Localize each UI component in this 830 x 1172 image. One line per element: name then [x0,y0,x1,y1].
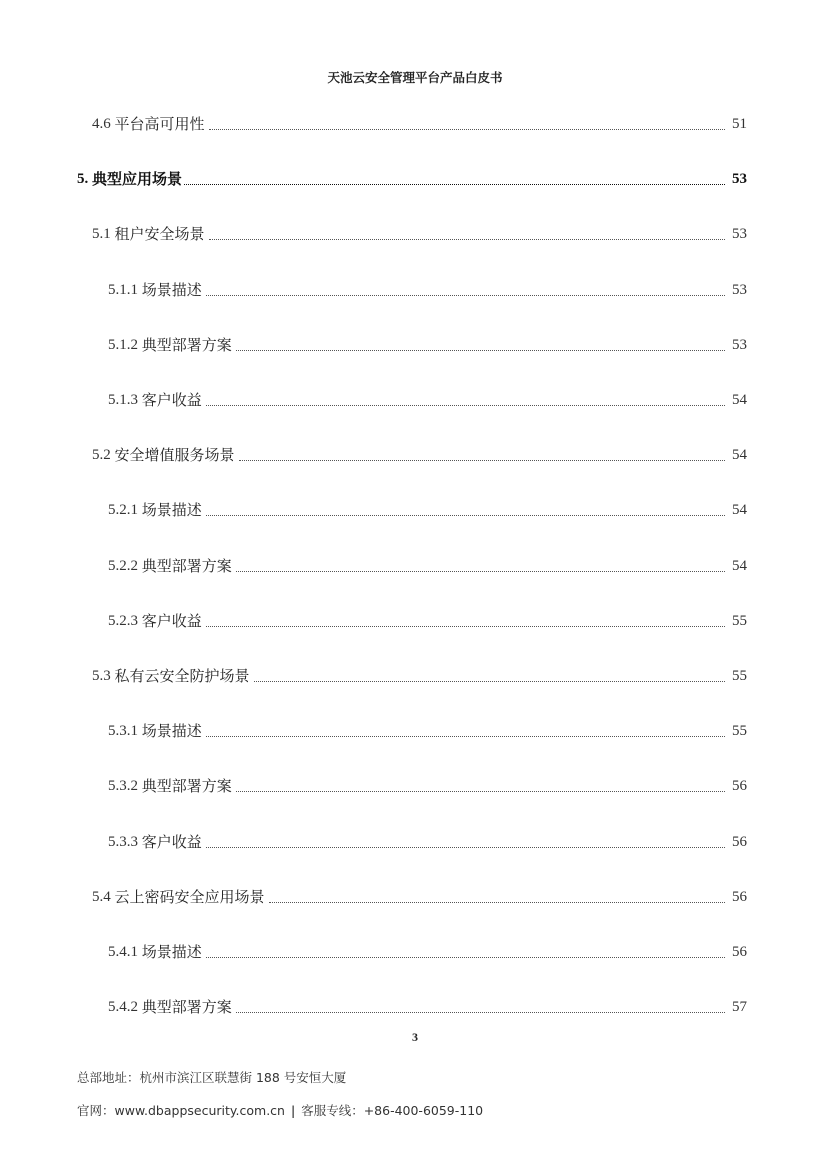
toc-entry-label: 客户收益 [141,832,202,851]
toc-entry[interactable] [92,662,747,686]
toc-entry[interactable] [108,552,747,576]
toc-entry-number: 5.1.2 [108,336,138,353]
toc-dot-leader [269,901,725,903]
toc-entry[interactable] [108,717,747,741]
toc-entry[interactable] [108,386,747,410]
toc-entry-page: 54 [732,557,747,574]
toc-entry-number: 5.2.1 [108,502,138,519]
toc-entry-label: 云上密码安全应用场景 [114,887,265,906]
toc-entry[interactable] [92,110,747,134]
toc-entry-page: 57 [732,999,747,1016]
toc-entry-label: 客户收益 [141,391,202,409]
toc-entry-page: 56 [732,833,747,850]
toc-entry-page: 53 [732,281,747,298]
toc-entry-page: 53 [732,336,747,353]
toc-dot-leader [209,128,725,130]
toc-entry-page: 56 [732,778,747,795]
toc-entry-number: 5.3 [92,668,111,684]
toc-entry-page: 54 [732,447,747,464]
toc-entry[interactable] [108,772,747,796]
toc-entry[interactable] [108,276,747,300]
toc-entry-number: 5.3.1 [108,723,138,740]
toc-entry-page: 56 [732,944,747,960]
toc-dot-leader [254,680,725,682]
toc-entry-label: 典型部署方案 [141,335,232,354]
toc-entry-number: 5.3.2 [108,778,138,795]
toc-dot-leader [206,625,725,627]
toc-entry-number: 5.4 [92,888,111,905]
footer-hotline: 客服专线：+86-400-6059-110 [301,1103,484,1118]
toc-entry-label: 典型部署方案 [141,777,232,796]
toc-entry-number: 5.1.3 [108,392,138,408]
toc-dot-leader [209,238,725,240]
toc-dot-leader [206,846,725,848]
toc-entry-number: 5.2 [92,447,111,464]
footer-separator: | [290,1103,296,1118]
toc-entry-number: 5.3.3 [108,833,138,850]
toc-entry-label: 租户安全场景 [114,225,205,244]
toc-entry-page: 55 [732,668,747,684]
toc-dot-leader [206,514,725,516]
toc-entry-page: 53 [732,226,747,243]
toc-dot-leader [206,404,725,406]
toc-entry-page: 54 [732,392,747,408]
toc-entry-page: 54 [732,502,747,519]
toc-dot-leader [236,790,725,792]
toc-entry-number: 5.4.2 [108,999,138,1016]
toc-dot-leader [239,459,725,461]
page-header-title: 天池云安全管理平台产品白皮书 [327,70,503,85]
toc-entry-number: 5.2.3 [108,612,138,629]
toc-entry-number: 5. [77,171,89,188]
toc-entry[interactable] [92,441,747,465]
toc-entry-label: 安全增值服务场景 [114,446,235,465]
page-number: 3 [412,1030,418,1044]
toc-dot-leader [206,956,725,958]
toc-entry-label: 场景描述 [141,943,202,961]
toc-entry-number: 5.1 [92,226,111,243]
toc-entry[interactable] [108,938,747,962]
toc-entry-label: 典型部署方案 [141,998,232,1017]
toc-entry[interactable] [108,607,747,631]
toc-entry-label: 典型部署方案 [141,556,232,575]
toc-entry-page: 53 [732,171,747,188]
toc-entry[interactable] [108,993,747,1017]
toc-dot-leader [206,735,725,737]
toc-dot-leader [236,570,725,572]
toc-entry-label: 客户收益 [141,611,202,630]
toc-entry-label: 私有云安全防护场景 [114,667,250,685]
toc-dot-leader [236,349,725,351]
toc-entry[interactable] [108,331,747,355]
toc-entry[interactable] [92,220,747,244]
toc-entry-label: 典型应用场景 [92,170,183,189]
toc-entry-page: 56 [732,888,747,905]
toc-entry[interactable] [108,828,747,852]
toc-entry-number: 4.6 [92,116,111,132]
toc-entry[interactable] [92,883,747,907]
toc-dot-leader [236,1011,725,1013]
toc-entry-page: 55 [732,723,747,740]
toc-dot-leader [206,294,725,296]
toc-entry-number: 5.4.1 [108,944,138,960]
toc-entry-label: 平台高可用性 [114,115,205,133]
toc-entry-label: 场景描述 [141,501,202,520]
footer-website: 官网：www.dbappsecurity.com.cn [77,1103,285,1118]
toc-entry-label: 场景描述 [141,280,202,299]
toc-entry[interactable] [108,496,747,520]
footer-address: 总部地址：杭州市滨江区联慧街 188 号安恒大厦 [77,1070,347,1085]
toc-entry-page: 51 [732,116,747,132]
toc-entry[interactable] [77,165,747,189]
toc-entry-number: 5.2.2 [108,557,138,574]
toc-entry-label: 场景描述 [141,722,202,741]
toc-entry-number: 5.1.1 [108,281,138,298]
toc-dot-leader [184,183,725,185]
toc-entry-page: 55 [732,612,747,629]
footer-contact [77,1101,483,1119]
